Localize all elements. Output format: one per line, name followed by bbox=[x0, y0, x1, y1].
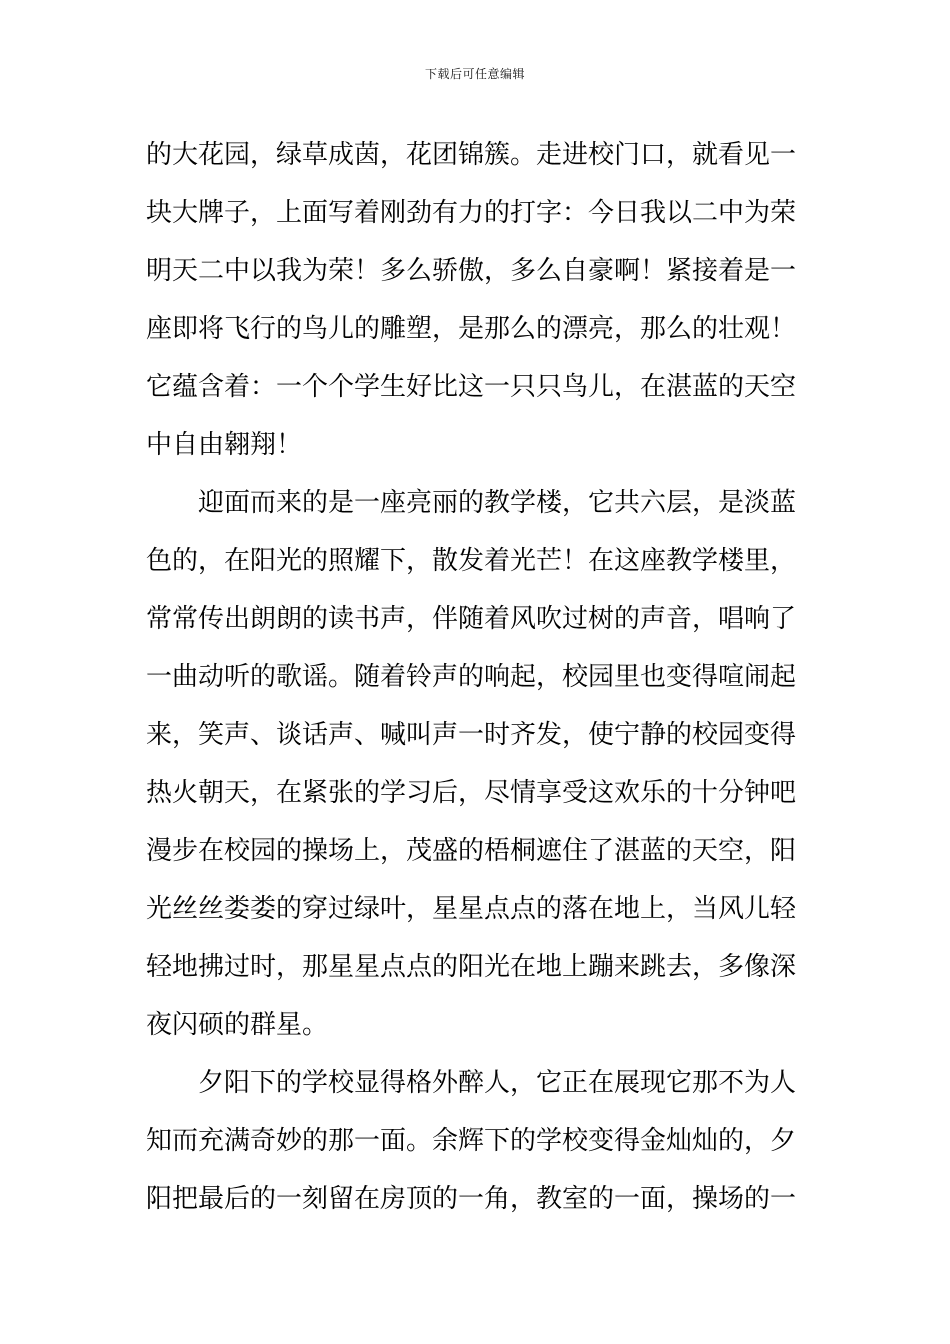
header-note: 下载后可任意编辑 bbox=[424, 67, 525, 81]
text-line: 轻地拂过时，那星星点点的阳光在地上蹦来跳去，多像深 bbox=[146, 952, 797, 982]
text-line: 知而充满奇妙的那一面。余辉下的学校变得金灿灿的，夕 bbox=[146, 1126, 797, 1156]
text-line: 夕阳下的学校显得格外醉人，它正在展现它那不为人 bbox=[198, 1068, 797, 1098]
text-line: 迎面而来的是一座亮丽的教学楼，它共六层，是淡蓝 bbox=[198, 488, 797, 518]
text-line: 光丝丝娄娄的穿过绿叶，星星点点的落在地上，当风儿轻 bbox=[146, 894, 797, 924]
paragraph-1 bbox=[146, 126, 806, 474]
text-line: 漫步在校园的操场上，茂盛的梧桐遮住了湛蓝的天空，阳 bbox=[146, 836, 797, 866]
paragraph-2 bbox=[146, 474, 806, 1054]
text-line: 它蕴含着：一个个学生好比这一只只鸟儿，在湛蓝的天空 bbox=[146, 372, 797, 402]
paragraph-3 bbox=[146, 1054, 806, 1228]
text-line: 的大花园，绿草成茵，花团锦簇。走进校门口，就看见一 bbox=[146, 140, 797, 170]
text-line: 明天二中以我为荣！多么骄傲，多么自豪啊！紧接着是一 bbox=[146, 256, 797, 286]
text-line: 夜闪硕的群星。 bbox=[146, 1010, 329, 1040]
text-line: 来，笑声、谈话声、喊叫声一时齐发，使宁静的校园变得 bbox=[146, 720, 797, 750]
text-line: 一曲动听的歌谣。随着铃声的响起，校园里也变得喧闹起 bbox=[146, 662, 797, 692]
body-text bbox=[146, 126, 806, 1228]
text-line: 色的，在阳光的照耀下，散发着光芒！在这座教学楼里， bbox=[146, 546, 797, 576]
text-line: 常常传出朗朗的读书声，伴随着风吹过树的声音，唱响了 bbox=[146, 604, 797, 634]
text-line: 块大牌子，上面写着刚劲有力的打字：今日我以二中为荣 bbox=[146, 198, 797, 228]
text-line: 热火朝天，在紧张的学习后，尽情享受这欢乐的十分钟吧 bbox=[146, 778, 797, 808]
text-line: 中自由翱翔！ bbox=[146, 430, 303, 460]
text-line: 阳把最后的一刻留在房顶的一角，教室的一面，操场的一 bbox=[146, 1184, 797, 1214]
text-line: 座即将飞行的鸟儿的雕塑，是那么的漂亮，那么的壮观！ bbox=[146, 314, 797, 344]
